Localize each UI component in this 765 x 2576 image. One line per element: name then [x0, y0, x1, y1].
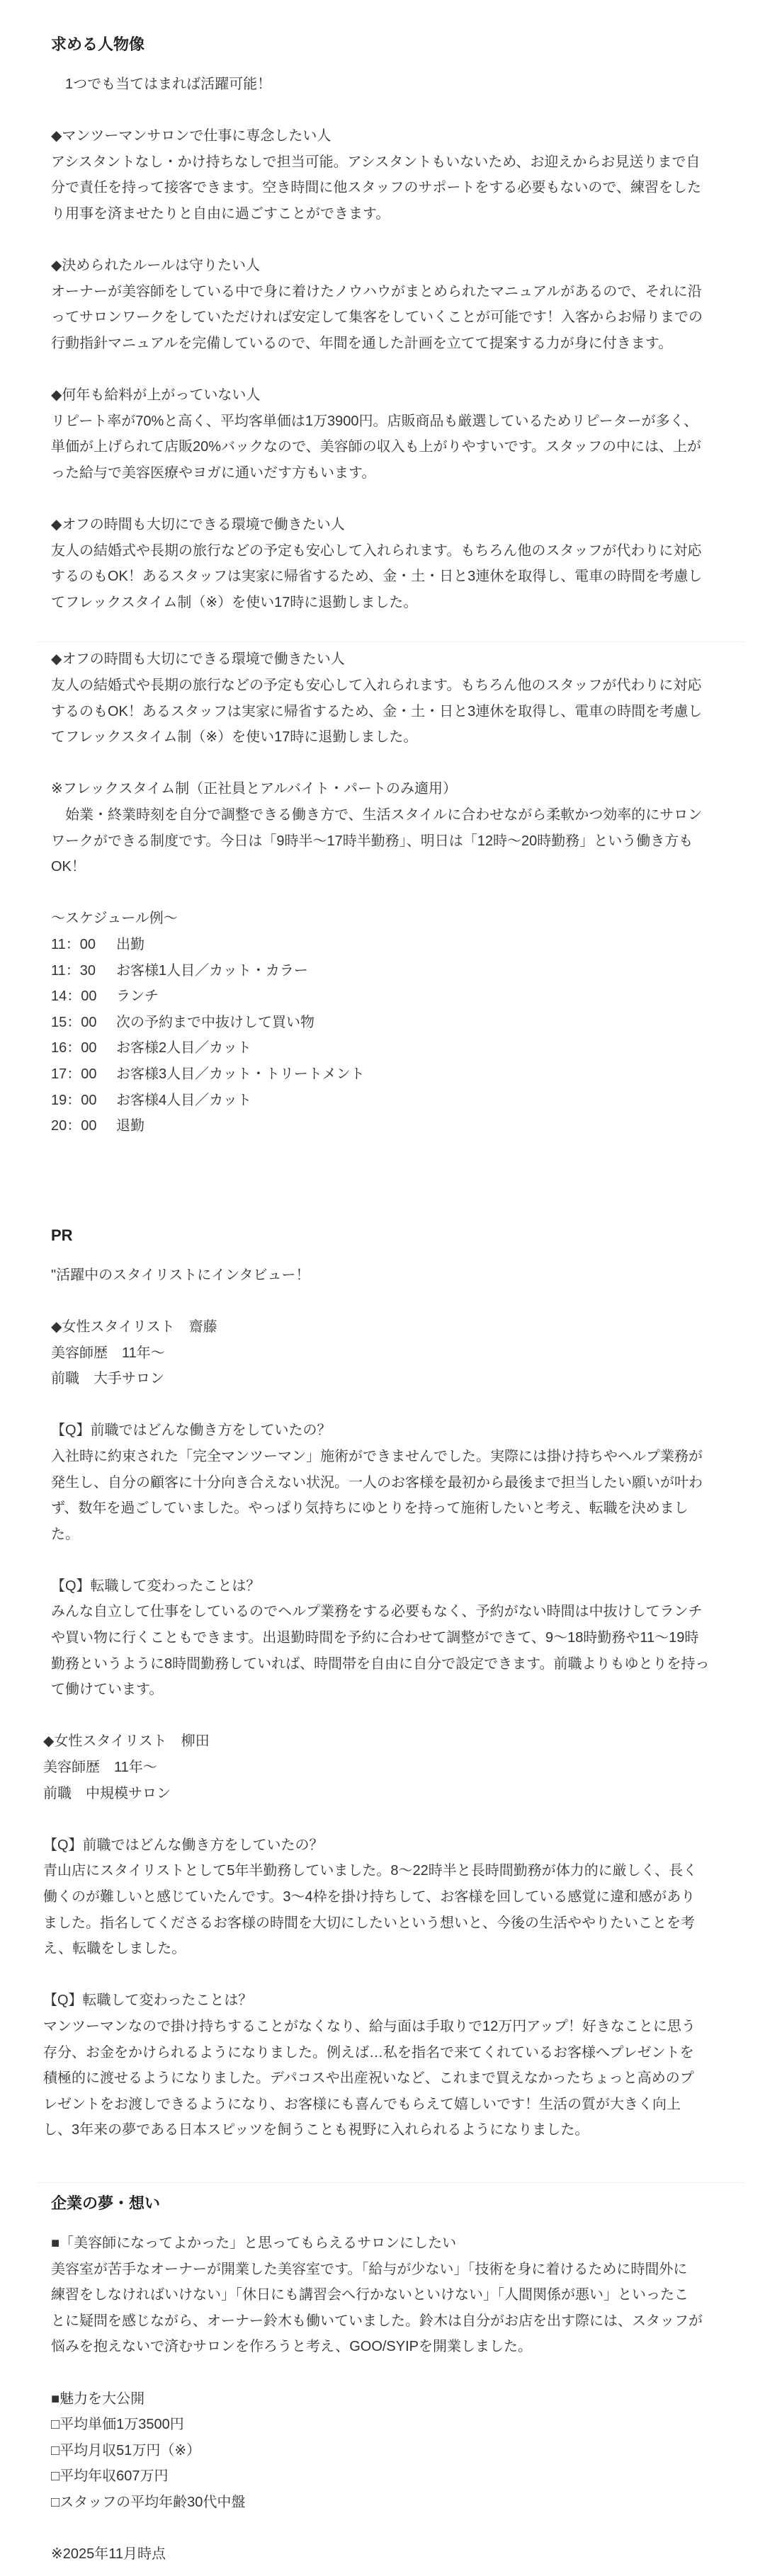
stylist-career: 美容師歴 11年～	[51, 1345, 165, 1361]
stylist-previous-job: 前職 大手サロン	[51, 1371, 164, 1387]
stylist-name: ◆女性スタイリスト 齋藤	[51, 1318, 217, 1335]
appeal-item: □平均月収51万円（※）	[51, 2442, 201, 2458]
vision-body: 美容室が苦手なオーナーが開業した美容室です。「給与が少ない」「技術を身に着けるために時間外に 練習をしなければいけない」「休日にも講習会へ行かないといけない」「人間関係が悪い」といったこ とに疑問を感じながら、オーナー鈴木も働いていました。鈴木は自分がお店を出す際には、スタッフが 悩みを抱えないで済むサロンを作ろうと考え、GOO/SYIPを開業しました。	[51, 2261, 703, 2355]
qa-item	[51, 1573, 731, 1703]
vision-title: ■「美容師になってよかった」と思ってもらえるサロンにしたい	[51, 2235, 457, 2251]
item-body: リピート率が70%と高く、平均客単価は1万3900円。店販商品も厳選しているためリピーターが多く、 単価が上げられて店販20%バックなので、美容師の収入も上がりやすいです。スタッフの中には、上が った給与で美容医療やヨガに通いだす方もいます。	[51, 413, 702, 481]
flex-time-note	[51, 776, 731, 879]
qa-item	[43, 1833, 731, 1962]
candidate-item	[51, 253, 731, 356]
answer: マンツーマンなので掛け持ちすることがなくなり、給与面は手取りで12万円アップ！好きなことに思う 存分、お金をかけられるようになりました。例えば…私を指名で来てくれているお客様へプレゼントを 積極的に渡せるようになりました。デパコスや出産祝いなど、これまで買えなかったちょっと高めのプ レゼントをお渡しできるようになり、お客様にも喜んでもらえて嬉しいです！生活の質が大きく向上 し、3年来の夢である日本スピッツを飼うことも視野に入れられるようになりました。	[43, 2018, 696, 2138]
schedule-row	[51, 1010, 731, 1036]
item-title: ◆何年も給料が上がっていない人	[51, 387, 261, 404]
schedule-time: 17：00	[51, 1066, 97, 1082]
pr-section	[43, 1139, 731, 2143]
appeal-item: □平均単価1万3500円	[51, 2417, 184, 2433]
item-title: ◆マンツーマンサロンで仕事に専念したい人	[51, 128, 332, 144]
answer: 入社時に約束された「完全マンツーマン」施術ができませんでした。実際には掛け持ちやヘルプ業務が 発生し、自分の顧客に十分向き合えない状況。一人のお客様を最初から最後まで担当したい願いが叶わ ず、数年を過ごしていました。やっぱり気持ちにゆとりを持って施術したいと考え、転職を決めまし た。	[51, 1448, 703, 1542]
schedule-activity: 出勤	[116, 937, 144, 952]
schedule-time: 11：30	[51, 962, 96, 979]
schedule-row	[51, 958, 731, 984]
schedule-activity: お客様4人目／カット	[116, 1092, 251, 1108]
vision-block	[51, 2230, 731, 2360]
company-vision-section	[51, 2191, 731, 2568]
stylist-profile	[43, 1728, 731, 1806]
schedule-activity: お客様1人目／カット・カラー	[116, 962, 308, 979]
stylist-previous-job: 前職 中規模サロン	[43, 1785, 171, 1801]
schedule-row	[51, 1061, 731, 1088]
schedule-time: 20：00	[51, 1118, 97, 1134]
schedule-activity: お客様2人目／カット	[116, 1040, 251, 1056]
appeal-title: ■魅力を大公開	[51, 2390, 145, 2407]
candidate-item	[51, 512, 731, 615]
item-title: ※フレックスタイム制（正社員とアルバイト・パートのみ適用）	[51, 781, 457, 797]
item-body: オーナーが美容師をしている中で身に着けたノウハウがまとめられたマニュアルがあるので、それに沿 ってサロンワークをしていただければ安定して集客をしていくことが可能です！入客からお帰りまでの 行動指針マニュアルを完備しているので、年間を通した計画を立てて提案する力が身に付きます。	[51, 283, 703, 351]
schedule-time: 11：00	[51, 937, 96, 952]
schedule-time: 14：00	[51, 988, 97, 1005]
section-divider	[37, 2182, 745, 2183]
schedule-row	[51, 1035, 731, 1061]
stylist-career: 美容師歴 11年～	[43, 1760, 157, 1776]
schedule-time: 19：00	[51, 1092, 97, 1108]
schedule-activity: 退勤	[116, 1118, 144, 1134]
item-body: アシスタントなし・かけ持ちなしで担当可能。アシスタントもいないため、お迎えからお見送りまで自 分で責任を持って接客できます。空き時間に他スタッフのサポートをする必要もないので、練習をした り用事を済ませたりと自由に過ごすことができます。	[51, 154, 701, 222]
item-body: 友人の結婚式や長期の旅行などの予定も安心して入れられます。もちろん他のスタッフが代わりに対応 するのもOK！あるスタッフは実家に帰省するため、金・土・日と3連休を取得し、電車の時間を考慮し てフレックスタイム制（※）を使い17時に退勤しました。	[51, 542, 703, 610]
schedule-row	[51, 984, 731, 1010]
item-body: 始業・終業時刻を自分で調整できる働き方で、生活スタイルに合わせながら柔軟かつ効率的にサロン ワークができる制度です。今日は「9時半～17時半勤務」、明日は「12時～20時勤務」という働き方も OK！	[51, 807, 703, 875]
schedule-row	[51, 932, 731, 958]
schedule-time: 15：00	[51, 1014, 97, 1030]
section-heading: 企業の夢・想い	[51, 2194, 161, 2212]
question: 【Q】転職して変わったことは？	[43, 1993, 253, 2009]
qa-item	[43, 1988, 731, 2143]
schedule-row	[51, 1088, 731, 1114]
question: 【Q】転職して変わったことは？	[51, 1578, 261, 1594]
section-heading: PR	[51, 1226, 73, 1244]
candidate-item	[51, 123, 731, 227]
stylist-name: ◆女性スタイリスト 柳田	[43, 1733, 210, 1750]
job-detail-content	[43, 0, 731, 2568]
intro-text: 1つでも当てはまれば活躍可能！	[51, 76, 272, 92]
footnote: ※2025年11月時点	[51, 2546, 166, 2563]
section-heading: 求める人物像	[51, 35, 145, 53]
schedule-activity: お客様3人目／カット・トリートメント	[116, 1066, 365, 1082]
intro-text: "活躍中のスタイリストにインタビュー！	[51, 1267, 310, 1283]
schedule-activity: ランチ	[116, 988, 159, 1005]
appeal-item: □スタッフの平均年齢30代中盤	[51, 2494, 246, 2510]
item-body: 友人の結婚式や長期の旅行などの予定も安心して入れられます。もちろん他のスタッフが代わりに対応 するのもOK！あるスタッフは実家に帰省するため、金・土・日と3連休を取得し、電車の時間を考慮し てフレックスタイム制（※）を使い17時に退勤しました。	[51, 678, 703, 746]
candidate-item	[51, 646, 731, 750]
appeal-block	[51, 2386, 731, 2516]
question: 【Q】前職ではどんな働き方をしていたの？	[51, 1423, 332, 1439]
stylist-interview	[51, 1314, 731, 1703]
answer: みんな自立して仕事をしているのでヘルプ業務をする必要もなく、予約がない時間は中抜けしてランチ や買い物に行くこともできます。出退勤時間を予約に合わせて調整ができて、9～18時勤務や11～19時 勤務というように8時間勤務していれば、時間帯を自由に自分で設定できます。前職よりもゆとりを持っ て働けています。	[51, 1604, 710, 1698]
qa-item	[51, 1418, 731, 1547]
question: 【Q】前職ではどんな働き方をしていたの？	[43, 1837, 324, 1853]
item-title: ◆オフの時間も大切にできる環境で働きたい人	[51, 517, 345, 533]
ideal-candidate-section	[51, 0, 731, 1139]
schedule-title: ～スケジュール例～	[51, 911, 178, 927]
stylist-profile	[51, 1314, 731, 1392]
schedule-example	[51, 906, 731, 1139]
appeal-item: □平均年収607万円	[51, 2468, 169, 2485]
candidate-item	[51, 382, 731, 486]
stylist-interview	[43, 1728, 731, 2143]
schedule-row	[51, 1113, 731, 1139]
answer: 青山店にスタイリストとして5年半勤務していました。8～22時半と長時間勤務が体力的に厳しく、長く 働くのが難しいと感じていたんです。3～4枠を掛け持ちして、お客様を回している感覚に違和感があり ました。指名してくださるお客様の時間を大切にしたいという想いと、今後の生活ややりたいことを考 え、転職をしました。	[43, 1863, 698, 1957]
schedule-activity: 次の予約まで中抜けして買い物	[116, 1014, 314, 1030]
item-title: ◆決められたルールは守りたい人	[51, 258, 260, 274]
item-title: ◆オフの時間も大切にできる環境で働きたい人	[51, 651, 345, 668]
schedule-time: 16：00	[51, 1040, 97, 1056]
